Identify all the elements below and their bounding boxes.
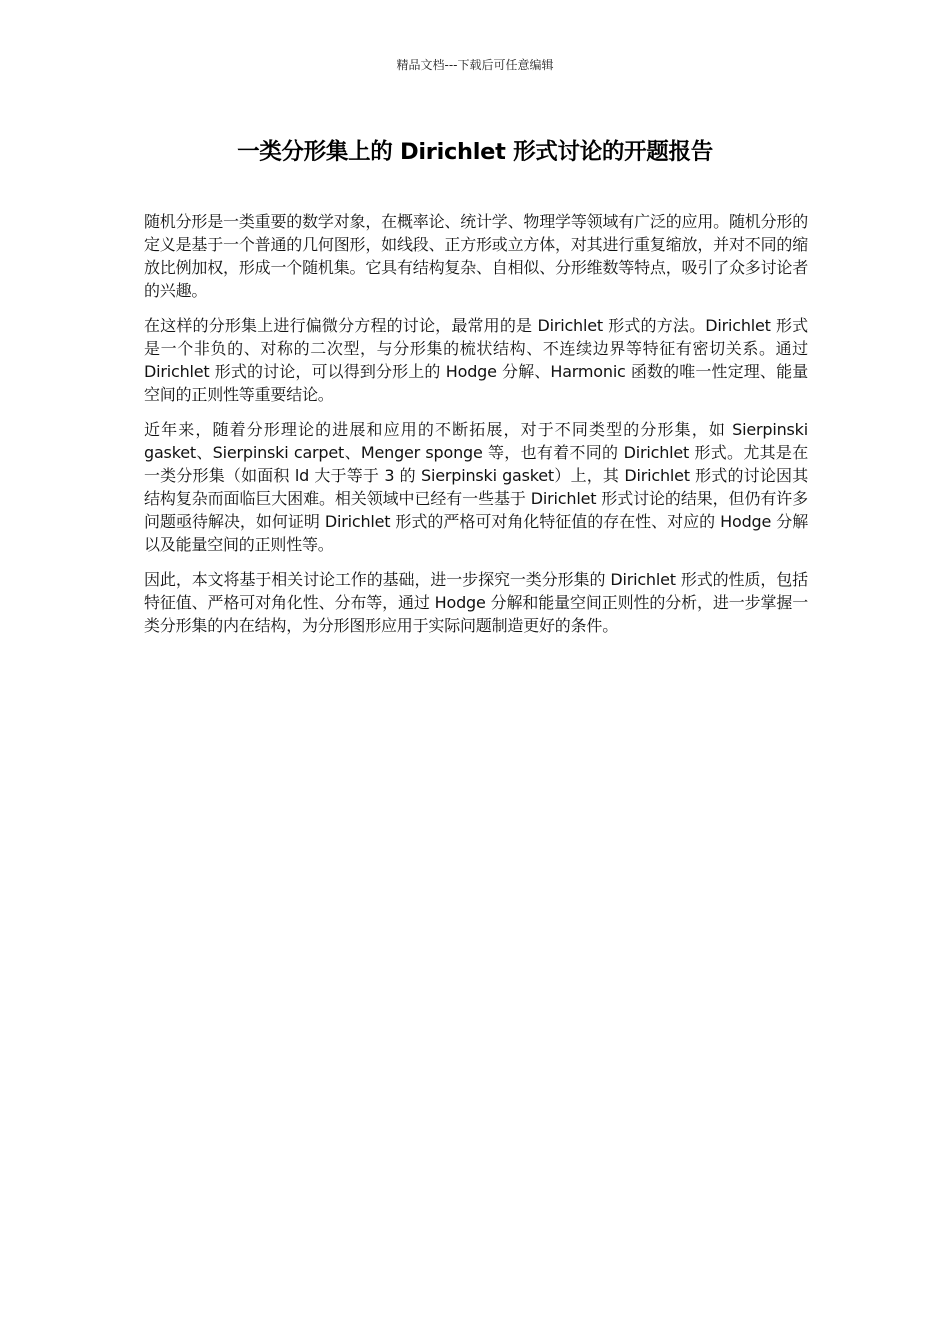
document-body [144,210,808,649]
paragraph-1: 随机分形是一类重要的数学对象，在概率论、统计学、物理学等领域有广泛的应用。随机分形的定义是基于一个普通的几何图形，如线段、正方形或立方体，对其进行重复缩放，并对不同的缩放比例加权，形成一个随机集。它具有结构复杂、自相似、分形维数等特点，吸引了众多讨论者的兴趣。 [144,212,808,300]
document-title: 一类分形集上的 Dirichlet 形式讨论的开题报告 [237,139,713,165]
paragraph-2: 在这样的分形集上进行偏微分方程的讨论，最常用的是 Dirichlet 形式的方法。Dirichlet 形式是一个非负的、对称的二次型，与分形集的梳状结构、不连续边界等特征有密切关系。通过 Dirichlet 形式的讨论，可以得到分形上的 Hodge 分解、Harmonic 函数的唯一性定理、能量空间的正则性等重要结论。 [144,316,808,404]
paragraph-3: 近年来，随着分形理论的进展和应用的不断拓展，对于不同类型的分形集，如 Sierpinski gasket、Sierpinski carpet、Menger sponge 等，也有着不同的 Dirichlet 形式。尤其是在一类分形集（如面积 ld 大于等于 3 的 Sierpinski gasket）上，其 Dirichlet 形式的讨论因其结构复杂而面临巨大困难。相关领域中已经有一些基于 Dirichlet 形式讨论的结果，但仍有许多问题亟待解决，如何证明 Dirichlet 形式的严格可对角化特征值的存在性、对应的 Hodge 分解以及能量空间的正则性等。 [144,420,808,554]
header-text: 精品文档---下载后可任意编辑 [396,58,554,72]
paragraph-4: 因此，本文将基于相关讨论工作的基础，进一步探究一类分形集的 Dirichlet 形式的性质，包括特征值、严格可对角化性、分布等，通过 Hodge 分解和能量空间正则性的分析，进一步掌握一类分形集的内在结构，为分形图形应用于实际问题制造更好的条件。 [144,570,808,635]
page-header [0,57,950,73]
